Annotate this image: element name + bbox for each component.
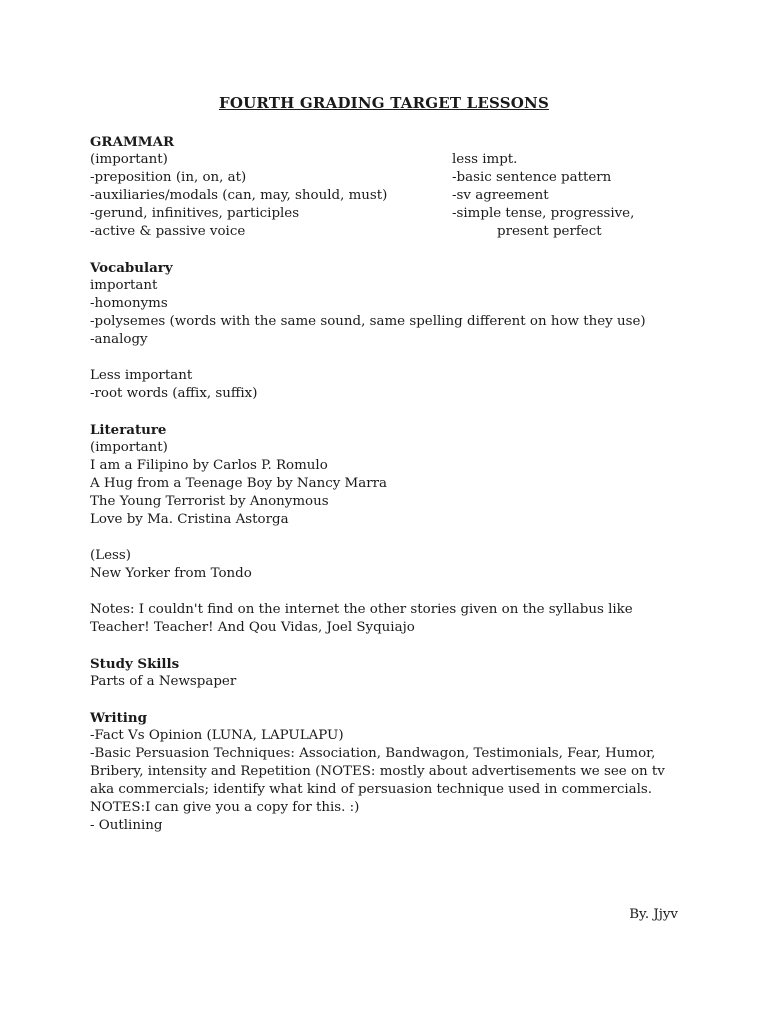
literature-line: (Less) bbox=[90, 548, 132, 563]
vocabulary-line: important bbox=[90, 278, 158, 293]
study-skills-heading: Study Skills bbox=[90, 656, 180, 672]
vocabulary-line: Less important bbox=[90, 368, 193, 383]
study-skills-line: Parts of a Newspaper bbox=[90, 674, 237, 689]
grammar-left-line: -active & passive voice bbox=[90, 224, 246, 239]
vocabulary-line: -root words (affix, suffix) bbox=[90, 386, 258, 401]
vocabulary-heading: Vocabulary bbox=[90, 260, 173, 276]
grammar-left-line: -preposition (in, on, at) bbox=[90, 170, 247, 185]
grammar-right-line: -simple tense, progressive, bbox=[452, 206, 635, 221]
literature-notes-line: Teacher! Teacher! And Qou Vidas, Joel Syquiajo bbox=[90, 620, 415, 635]
literature-line: A Hug from a Teenage Boy by Nancy Marra bbox=[90, 476, 388, 491]
grammar-right-line: present perfect bbox=[497, 224, 602, 239]
vocabulary-line: -homonyms bbox=[90, 296, 168, 311]
page-title: FOURTH GRADING TARGET LESSONS bbox=[218, 94, 550, 112]
writing-line: aka commercials; identify what kind of persuasion technique used in commercials. bbox=[90, 782, 653, 797]
writing-line: -Basic Persuasion Techniques: Association, Bandwagon, Testimonials, Fear, Humor, bbox=[90, 746, 656, 761]
literature-line: (important) bbox=[90, 440, 168, 455]
grammar-left-line: -auxiliaries/modals (can, may, should, must) bbox=[90, 188, 388, 203]
writing-line: - Outlining bbox=[90, 818, 163, 833]
literature-line: The Young Terrorist by Anonymous bbox=[90, 494, 329, 509]
grammar-heading: GRAMMAR bbox=[90, 134, 175, 150]
literature-notes-line: Notes: I couldn't find on the internet the other stories given on the syllabus like bbox=[90, 602, 633, 617]
writing-heading: Writing bbox=[90, 710, 147, 726]
literature-heading: Literature bbox=[90, 422, 167, 438]
writing-line: Bribery, intensity and Repetition (NOTES: mostly about advertisements we see on tv bbox=[90, 764, 665, 779]
grammar-right-line: less impt. bbox=[452, 152, 518, 167]
grammar-right-line: -sv agreement bbox=[452, 188, 549, 203]
writing-line: NOTES:I can give you a copy for this. :) bbox=[90, 800, 360, 815]
author-signature: By. Jjyv bbox=[629, 907, 678, 922]
vocabulary-line: -analogy bbox=[90, 332, 148, 347]
grammar-left-line: -gerund, infinitives, participles bbox=[90, 206, 300, 221]
writing-line: -Fact Vs Opinion (LUNA, LAPULAPU) bbox=[90, 728, 344, 743]
vocabulary-line: -polysemes (words with the same sound, same spelling different on how they use) bbox=[90, 314, 646, 329]
grammar-right-line: -basic sentence pattern bbox=[452, 170, 612, 185]
literature-line: I am a Filipino by Carlos P. Romulo bbox=[90, 458, 328, 473]
literature-line: Love by Ma. Cristina Astorga bbox=[90, 512, 289, 527]
literature-line: New Yorker from Tondo bbox=[90, 566, 252, 581]
grammar-left-line: (important) bbox=[90, 152, 168, 167]
